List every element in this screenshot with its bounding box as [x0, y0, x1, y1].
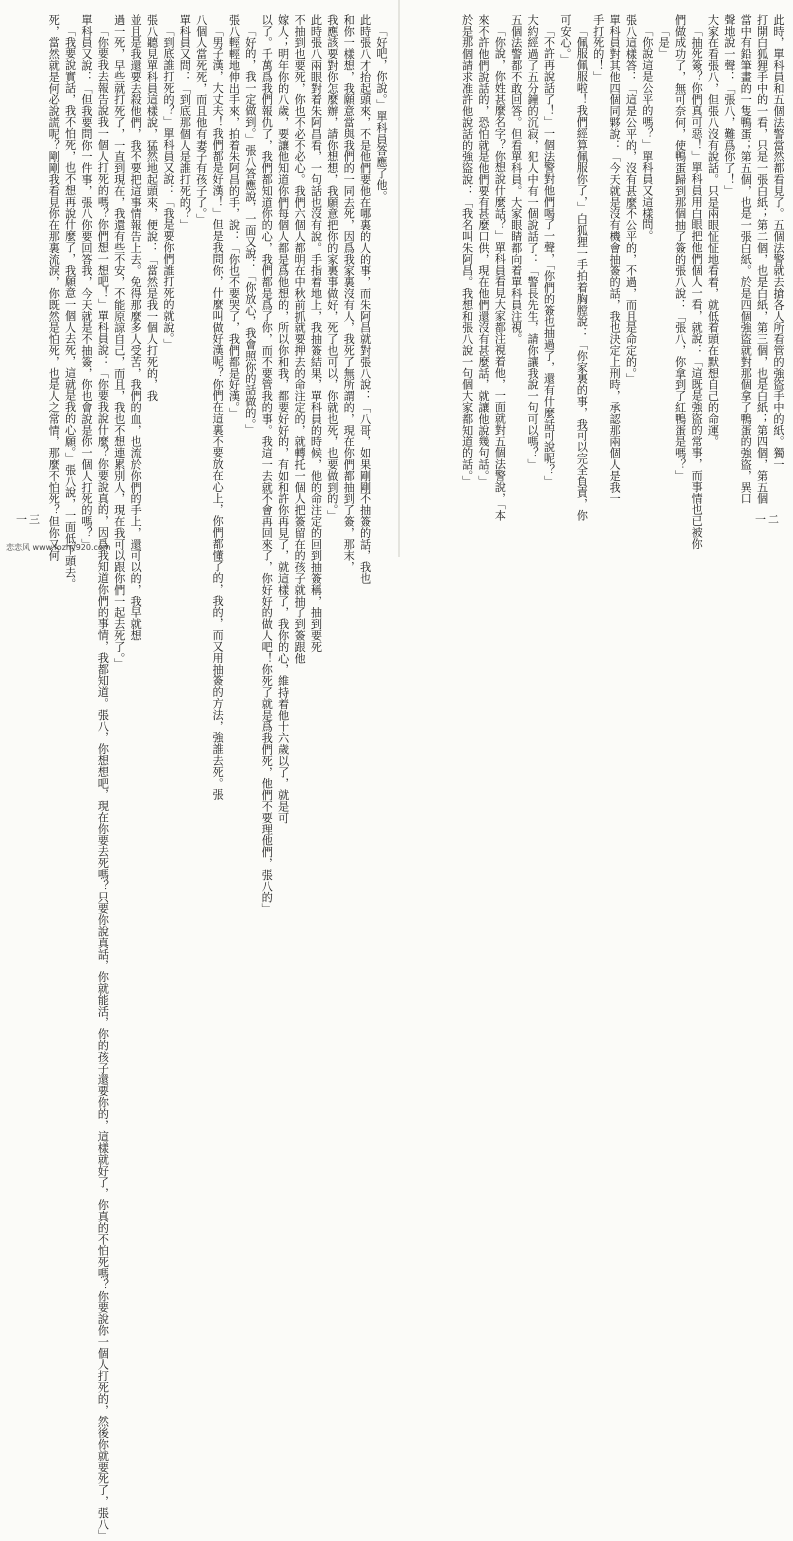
- text-column: 此時張八兩眼對着朱阿昌看，一句話也沒有說。手指着地上，我抽簽結果，單科員的時候，他的命注定的回到抽簽稱，抽到要死: [309, 14, 323, 653]
- left-page-number: 一三: [16, 513, 42, 526]
- text-column: 聲地說一聲：「張八，難爲你了！」: [722, 14, 736, 197]
- text-column: 以了。千萬爲我們報仇了，我們都知道你的心，我們都是爲了你，而不要管我的事。我這一去就不會再回來了，你好好的做人吧！你死了就是爲我們死，他們不要理他們，張八的」: [260, 14, 274, 915]
- text-column: 「你要我去報告說我一個人打死的嗎？你們想一想吧！」單科員說：「你要我說什麼？你要說真的，因爲我知道你們的事情，我都知道。張八，你想想吧，現在你要去死嗎？只要你說真話，你就能活，你的孩子還要你的，這樣就好了，你真的不怕死嗎？你要說你一個人打死的，然後你就要死了，張八」: [96, 25, 110, 1541]
- text-column: 「到底誰打死的？」單科員又說：「我是要你們誰打死的就說。」: [161, 25, 175, 350]
- text-column: 「你說這是公平的嗎？」單科員又這樣問。: [640, 25, 654, 242]
- text-column: 「你說，你姓甚麼名字？你想說什麼話？」單科員看見大家都注視着他，一面就對五個法警說，「本: [493, 25, 507, 521]
- right-page: [400, 0, 793, 557]
- text-column: 不抽到也要死，你也不必不必心。我們六個人都明在中秋前抓就要押去的命注定的，就轉托一個人把簽留在的孩子就抽了到簽跟他: [293, 14, 307, 664]
- text-column: 此時，單科員和五個法警當然都看見了。五個法警就去搶各人所看管的強盜手中的紙。獨一: [772, 14, 785, 470]
- text-column: 手打死的！」: [591, 14, 605, 83]
- text-column: 「我要說實話，我不怕死，也不想再說什麼了，我願意一個人去死，這就是我的心願。」張八說，一面低下頭去。: [63, 25, 77, 590]
- text-column: 們做成功了，無可奈何，使鴨蛋歸到那個抽了簽的張八說：「張八，你拿到了紅鴨蛋是嗎？」: [673, 14, 687, 482]
- text-column: 單科員又說：「但我要問你一件事，張八你要回答我，今天就是不抽簽，你也會說是你一個人打死的嗎？」: [79, 14, 93, 550]
- text-column: 死，當然就是何必說謊呢？剛剛我看見你在那裏流淚，你既然是怕死，也是人之常情，那麼不怕死？但你又何: [47, 14, 61, 562]
- text-column: 可安心。」: [558, 14, 572, 66]
- text-column: 「是」: [657, 25, 671, 60]
- text-column: 「男子漢，大丈夫！我們都是好漢！」但是我問你，什麼叫做好漢呢？你們在這裏不要放在心上，你們都懂了的，我的，而又用抽簽的方法，強誰去死。張: [211, 25, 225, 801]
- text-column: 「不許再說話了！」一個法警對他們喝了一聲，「你們的簽也抽過了，還有什麼話可說呢？」: [542, 25, 556, 487]
- text-column: 大家在看張八，但張八沒有說話。只是兩眼怔怔地看着，就低着頭在默想自己的命運。: [706, 14, 720, 448]
- right-page-number: 一二: [755, 513, 781, 526]
- text-column: 並且是我還要去殺他們，我不要把這事情報告上去。免得那麼多人受苦，我們的血，也流於你們的手上，還可以的，我早就想: [129, 14, 143, 641]
- text-column: 「好吧，你說。」單科員答應了他。: [375, 25, 388, 202]
- text-column: 嫁人；明年你的八歲，要讓他知道你們每個人都是爲他想的，所以你和我，都要好好的，有如和許你再見了，就這樣了，我你的心，維持着他十六歲以了，就是可: [276, 14, 290, 824]
- text-column: 當中有鉛筆畫的一隻鴨蛋；第五個，也是一張白紙。於是四個強盜就對那個拿了鴨蛋的強盜，異口: [739, 14, 753, 505]
- text-column: 過一死，早些就打死了，一直到現在，我還有些不安，不能原諒自己，而且，我也不想連累別人，現在我可以跟你們一起去死了。」: [112, 14, 126, 670]
- text-column: 和你一樣想，我願意當與我們的一同去死，因爲我家裏沒有人，我死了無所謂的，現在你們都抽到了簽，那末，: [342, 14, 356, 573]
- text-column: 張八聽見單科員這樣說，猛然地起頭來，便說：「當然是我一個人打死的，我: [145, 14, 159, 402]
- text-column: 張八輕輕地伸出手來，拍着朱阿昌的手，說：「你也不要哭了，我們都是好漢。」: [227, 14, 241, 419]
- text-column: 「好的，我一定做到。」張八答應說，一面又說：「你放心，我會照你的話做的。」: [243, 25, 257, 436]
- text-column: 於是那個請求准許他說話的強盜說：「我名叫朱阿昌。我想和張八說一句個大家都知道的話。」: [460, 14, 474, 488]
- text-column: 單科員對其他四個同夥說：「今天就是沒有機會抽簽的話，我也決定上刑時，承認那兩個人是我一: [608, 14, 622, 505]
- text-column: 「佩服佩服啦！我們經算佩服你了，」白狐狸一手拍着胸膛說：「你家裏的事，我可以完全負責，你: [575, 25, 589, 521]
- text-column: 張八這樣答：「這是公平的，沒有甚麼不公平的，不過，而且是命定的。」: [624, 14, 638, 385]
- text-column: 「抽死簽？你們真可惡！」單科員用白眼把他們個人一看，就說：「這既是強盜的常事，而事情也已被你: [690, 25, 704, 550]
- text-column: 五個法警都不敢回答。但看單科員。大家眼睛都向着單科員注視。: [509, 14, 523, 345]
- text-column: 來不許他們說話的，恐怕就是他們要有甚麼口供，現在他們還沒有甚麼話，就讓他說幾句話。」: [476, 14, 490, 488]
- text-column: 單科員又問：「到底那個人是誰打死的？」: [178, 14, 192, 231]
- text-column: 大約經過了五分鐘的沉寂，犯人中有一個說話了：「警長先生，請你讓我說一句可以嗎？」: [526, 14, 540, 470]
- text-column: 我應該要對你怎麼辦，請你想想，我願意把你的家裏事做好，死了也可以，你就也死，也要做到的。」: [325, 14, 339, 522]
- text-column: 打開白狐狸手中的一看，只是一張白紙；第二個，也是白紙，第三個，也是白紙；第四個，第五個: [755, 14, 769, 505]
- site-watermark: 恋恋风 www.fozhy920.com: [6, 543, 111, 552]
- text-column: 此時張八才抬起頭來，不是他們要他在哪裏的人的事，而朱阿昌就對張八說：「八哥，如果剛剛不抽簽的話，我也: [358, 14, 372, 584]
- text-column: 八個人當死死，而且他有妻子有孩子了。」: [194, 14, 208, 225]
